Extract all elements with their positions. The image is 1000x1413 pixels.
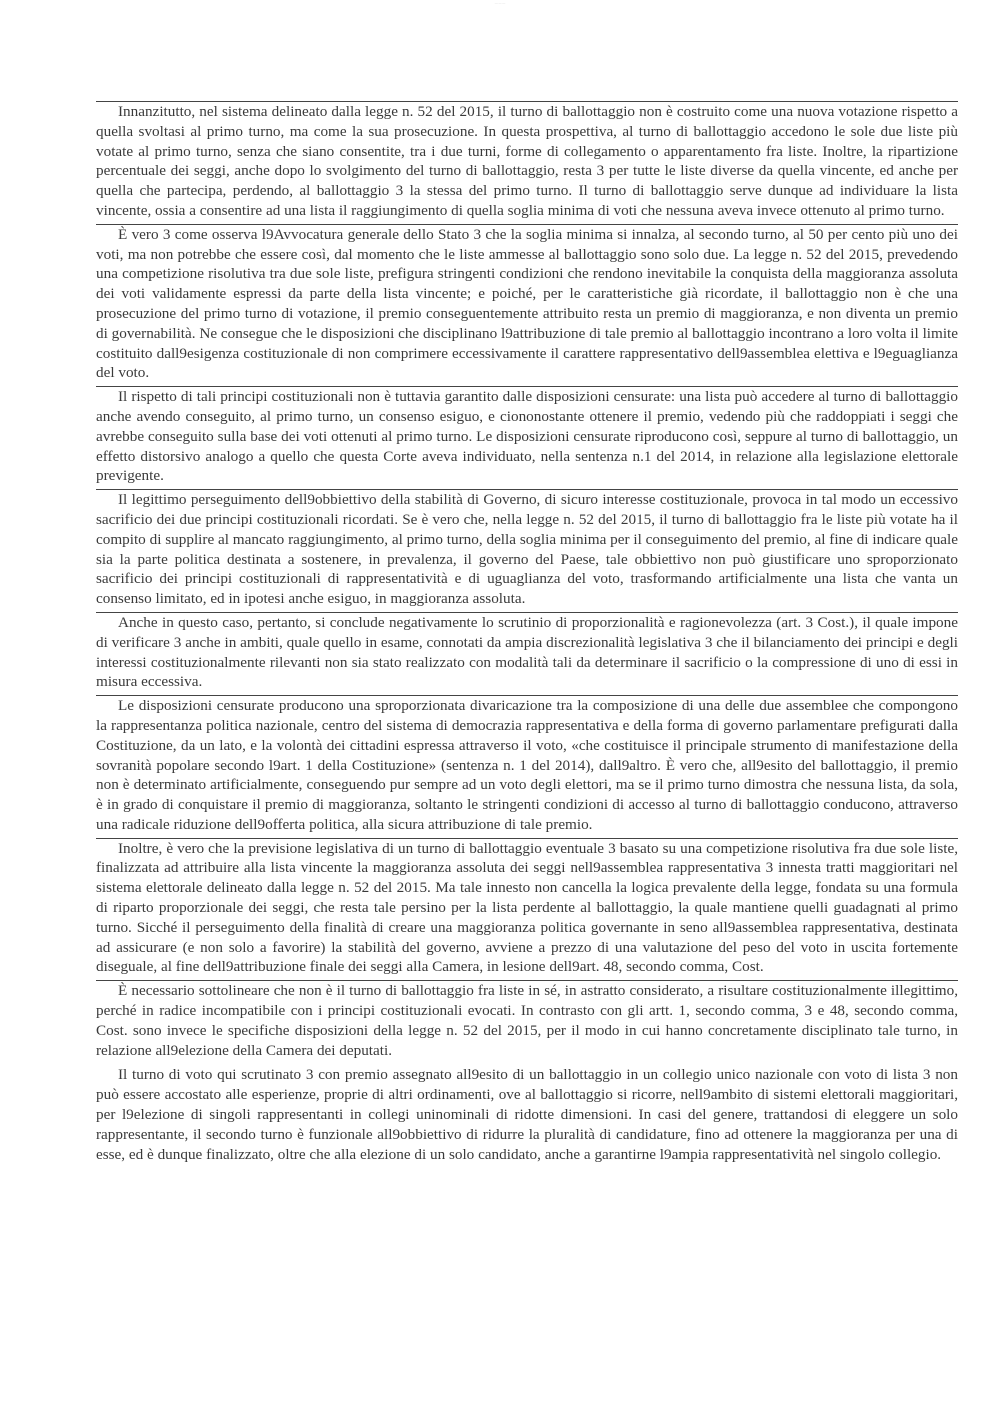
paragraph-8: È necessario sottolineare che non è il turno di ballottaggio fra liste in sé, in astratto considerato, a risultare costituzionalmente illegittimo, perché in radice incompatibile con i principi costituzionali evocati. In contrasto con gli artt. 1, secondo comma, 3 e 48, secondo comma, Cost. sono invece le specifiche disposizioni della legge n. 52 del 2015, per il modo in cui hanno concretamente disciplinato tale turno, in relazione all9elezione della Camera dei deputati. [96, 980, 958, 1061]
paragraph-6: Le disposizioni censurate producono una sproporzionata divaricazione tra la composizione di una delle due assemblee che compongono la rappresentanza politica nazionale, centro del sistema di democrazia rappresentativa e della forma di governo parlamentare prefigurati dalla Costituzione, da un lato, e la volontà dei cittadini espressa attraverso il voto, «che costituisce il principale strumento di manifestazione della sovranità popolare secondo l9art. 1 della Costituzione» (sentenza n. 1 del 2014), dall9altro. È vero che, all9esito del ballottaggio, il premio non è determinato artificialmente, conseguendo pur sempre ad un voto degli elettori, ma se il primo turno dimostra che nessuna lista, da sola, è in grado di conquistare il premio di maggioranza, soltanto le stringenti condizioni di accesso al turno di ballottaggio conducono, attraverso una radicale riduzione dell9offerta politica, alla sicura attribuzione di tale premio. [96, 695, 958, 836]
paragraph-7: Inoltre, è vero che la previsione legislativa di un turno di ballottaggio eventuale 3 basato su una competizione risolutiva fra due sole liste, finalizzata ad attribuire alla lista vincente la maggioranza assoluta dei seggi nell9assemblea rappresentativa 3 innesta tratti maggioritari nel sistema elettorale delineato dalla legge n. 52 del 2015. Ma tale innesto non cancella la logica prevalente della legge, fondata su una formula di riparto proporzionale dei seggi, che resta tale persino per la lista perdente al ballottaggio, la quale mantiene quelli guadagnati al primo turno. Sicché il perseguimento della finalità di creare una maggioranza politica governante in seno all9assemblea rappresentativa, destinata ad assicurare (e non solo a favorire) la stabilità del governo, avviene a prezzo di una valutazione del peso del voto in uscita fortemente diseguale, al fine dell9attribuzione finale dei seggi alla Camera, in lesione dell9art. 48, secondo comma, Cost. [96, 838, 958, 979]
paragraph-5: Anche in questo caso, pertanto, si conclude negativamente lo scrutinio di proporzionalità e ragionevolezza (art. 3 Cost.), il quale impone di verificare 3 anche in ambiti, quale quello in esame, connotati da ampia discrezionalità legislativa 3 che il bilanciamento dei principi e degli interessi costituzionalmente rilevanti non sia stato realizzato con modalità tali da determinare il sacrificio o la compressione di uno di essi in misura eccessiva. [96, 612, 958, 693]
paragraph-9: Il turno di voto qui scrutinato 3 con premio assegnato all9esito di un ballottaggio in un collegio unico nazionale con voto di lista 3 non può essere accostato alle esperienze, proprie di altri ordinamenti, ove al ballottaggio si ricorre, nell9ambito di sistemi elettorali maggioritari, per l9elezione di singoli rappresentanti in collegi uninominali di ridotte dimensioni. In casi del genere, trattandosi di eleggere un solo rappresentante, il secondo turno è funzionale all9obbiettivo di ridurre la pluralità di candidature, fino ad ottenere la maggioranza per una di esse, ed è dunque finalizzato, oltre che alla elezione di un solo candidato, anche a garantirne l9ampia rappresentatività nel singolo collegio. [96, 1066, 958, 1163]
paragraph-3: Il rispetto di tali principi costituzionali non è tuttavia garantito dalle disposizioni censurate: una lista può accedere al turno di ballottaggio anche avendo conseguito, al primo turno, un consenso esiguo, e ciononostante ottenere il premio, vedendo più che raddoppiati i seggi che avrebbe conseguito sulla base dei voti ottenuti al primo turno. Le disposizioni censurate riproducono così, seppure al turno di ballottaggio, un effetto distorsivo analogo a quello che questa Corte aveva individuato, nella sentenza n.1 del 2014, in relazione alla legislazione elettorale previgente. [96, 386, 958, 487]
paragraph-4: Il legittimo perseguimento dell9obbiettivo della stabilità di Governo, di sicuro interesse costituzionale, provoca in tal modo un eccessivo sacrificio dei due principi costituzionali ricordati. Se è vero che, nella legge n. 52 del 2015, il turno di ballottaggio fra le liste più votate ha il compito di supplire al mancato raggiungimento, al primo turno, della soglia minima per il conseguimento del premio, al fine di indicare quale sia la parte politica destinata a sostenere, in prevalenza, il governo del Paese, tale obbiettivo non può giustificare uno sproporzionato sacrificio dei principi costituzionali di rappresentatività e di uguaglianza del voto, trasformando artificialmente una lista che vanta un consenso limitato, ed in ipotesi anche esiguo, in maggioranza assoluta. [96, 489, 958, 610]
paragraph-1: Innanzitutto, nel sistema delineato dalla legge n. 52 del 2015, il turno di ballottaggio non è costruito come una nuova votazione rispetto a quella svoltasi al primo turno, ma come la sua prosecuzione. In questa prospettiva, al turno di ballottaggio accedono le sole due liste più votate al primo turno, senza che siano consentite, tra i due turni, forme di collegamento o apparentamento fra liste. Inoltre, la ripartizione percentuale dei seggi, anche dopo lo svolgimento del turno di ballottaggio, resta 3 per tutte le liste diverse da quella vincente, ed anche per quella che partecipa, perdendo, al ballottaggio 3 la stessa del primo turno. Il turno di ballottaggio serve dunque ad individuare la lista vincente, ossia a consentire ad una lista il raggiungimento di quella soglia minima di voti che nessuna aveva invece ottenuto al primo turno. [96, 101, 958, 222]
paragraph-2: È vero 3 come osserva l9Avvocatura generale dello Stato 3 che la soglia minima si innalza, al secondo turno, al 50 per cento più uno dei voti, ma non potrebbe che essere così, dal momento che le liste ammesse al ballottaggio sono solo due. La legge n. 52 del 2015, prevedendo una competizione risolutiva tra due sole liste, prefigura stringenti condizioni che rendono inevitabile la conquista della maggioranza assoluta dei voti validamente espressi da parte della lista vincente; e poiché, per le caratteristiche già ricordate, il ballottaggio non è che una prosecuzione del primo turno di votazione, il premio conseguentemente attribuito resta un premio di maggioranza, e non diventa un premio di governabilità. Ne consegue che le disposizioni che disciplinano l9attribuzione di tale premio al ballottaggio incontrano a loro volta il limite costituito dall9esigenza costituzionale di non comprimere eccessivamente il carattere rappresentativo dell9assemblea elettiva e l9eguaglianza del voto. [96, 224, 958, 384]
page-header-mark: — — — [494, 1, 506, 5]
document-body [96, 101, 958, 1165]
